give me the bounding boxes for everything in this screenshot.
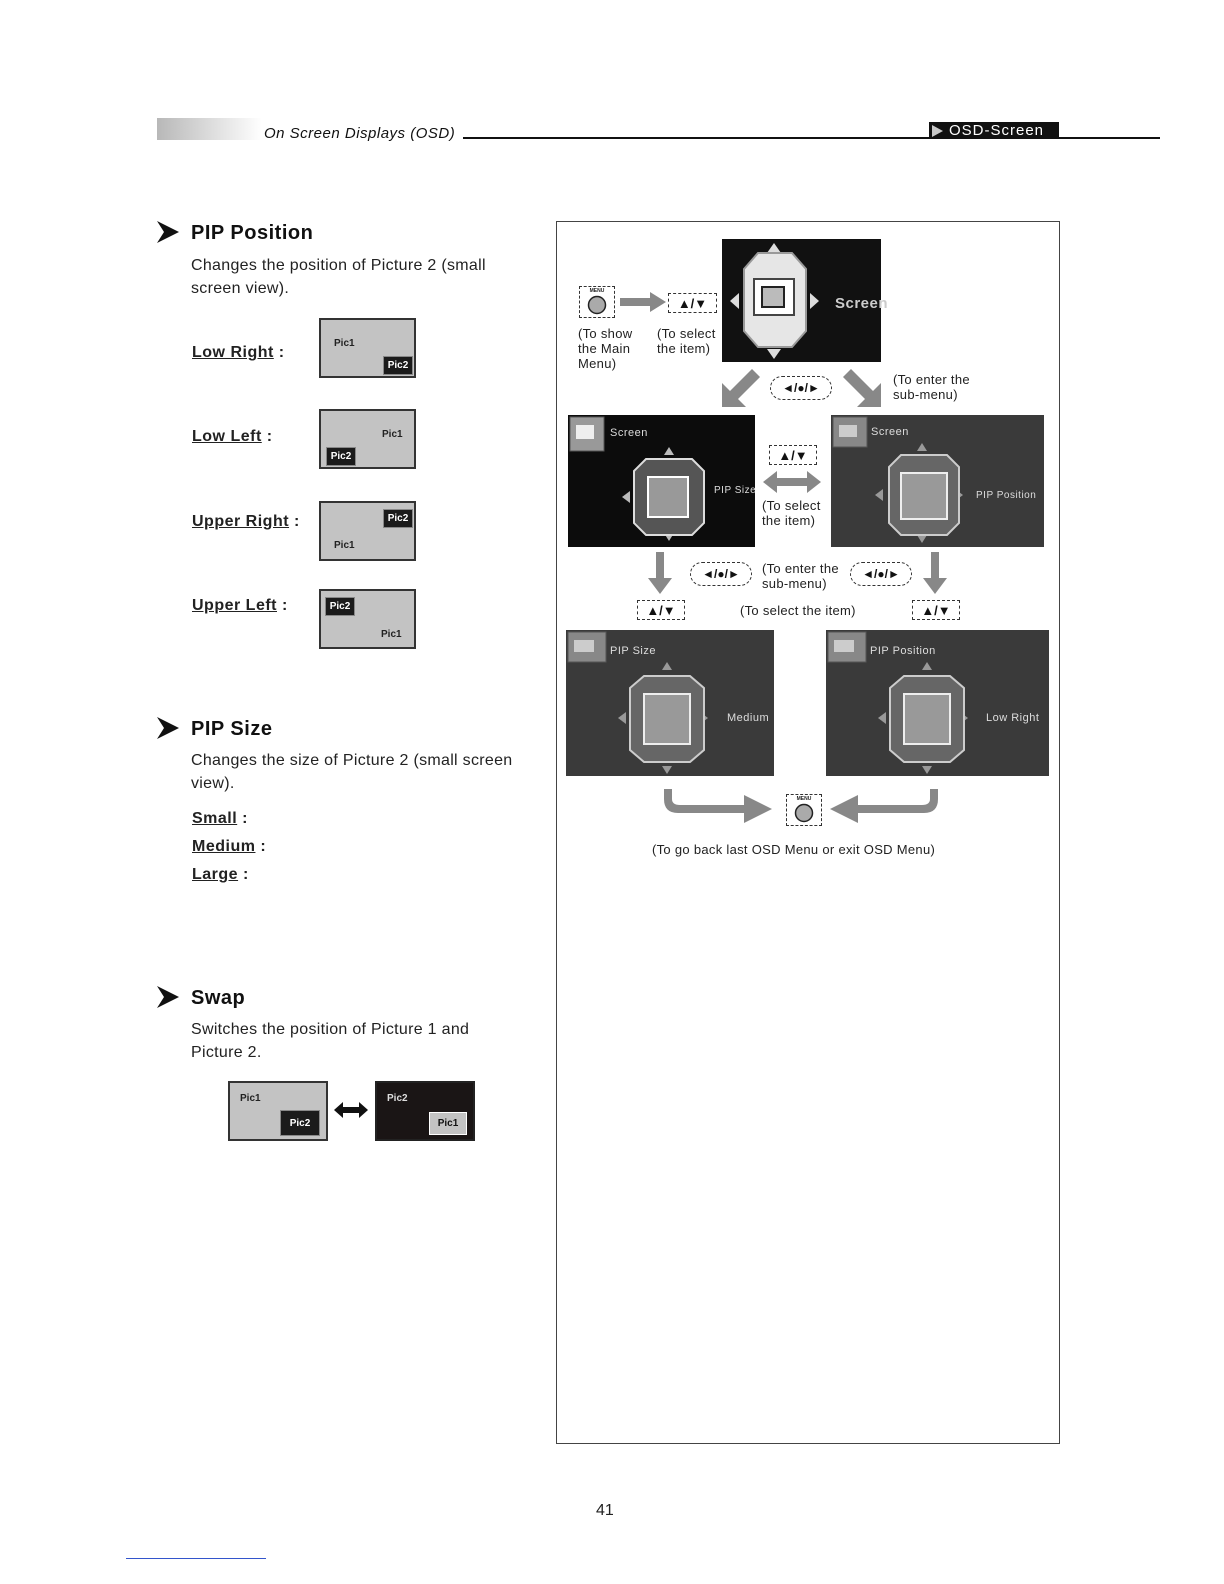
- play-triangle-icon: [932, 125, 943, 137]
- updown-key: [668, 293, 717, 313]
- menu-key-label: MENU: [589, 288, 605, 294]
- option-medium: Medium :: [192, 838, 267, 855]
- menu-key: [786, 794, 822, 826]
- option-upper-left: Upper Left :: [192, 597, 288, 614]
- osd-screen-submenu-pip-size: [568, 415, 755, 547]
- footer-link-line: [126, 1558, 266, 1559]
- round-button-icon: [587, 295, 607, 315]
- header-title: On Screen Displays (OSD): [264, 125, 456, 142]
- pic1-chip: Pic1: [429, 1112, 467, 1135]
- updown-key-label: ▲/▼: [646, 602, 676, 618]
- header-tab-label: OSD-Screen: [949, 122, 1045, 139]
- option-large: Large :: [192, 866, 249, 883]
- pip-diagram-low-left: [319, 409, 416, 469]
- swap-after-diagram: [375, 1081, 475, 1141]
- osd-value: Medium: [727, 712, 770, 724]
- header-section-tab: [929, 122, 1059, 139]
- leftright-key-label: ◄/●/►: [702, 567, 740, 581]
- option-low-right: Low Right :: [192, 344, 285, 361]
- osd-screen-submenu-pip-position: [831, 415, 1044, 547]
- section-title-pip-position: PIP Position: [191, 222, 314, 244]
- osd-item: PIP Size: [714, 485, 757, 496]
- updown-key-label: ▲/▼: [677, 295, 708, 311]
- pic1-label: Pic1: [334, 540, 355, 551]
- section-title-pip-size: PIP Size: [191, 718, 273, 740]
- header-gradient-bar: [157, 118, 262, 140]
- leftright-enter-key: [770, 376, 832, 400]
- pic2-chip: Pic2: [383, 356, 413, 375]
- osd-main-screen: [722, 239, 889, 362]
- menu-key: [579, 286, 615, 318]
- pic2-chip: Pic2: [280, 1110, 320, 1136]
- osd-screen-value-pip-position: [826, 630, 1049, 776]
- curved-arrow-right-icon: [664, 789, 772, 825]
- pic2-chip: Pic2: [326, 447, 356, 466]
- osd-main-label: Screen: [835, 295, 889, 312]
- section-title-swap: Swap: [191, 987, 246, 1009]
- osd-title: Screen: [871, 426, 909, 438]
- osd-value: Low Right: [986, 712, 1040, 724]
- osd-cube-icon: [831, 415, 1044, 547]
- pic2-chip: Pic2: [383, 509, 413, 528]
- pic2-label: Pic2: [387, 1093, 408, 1104]
- swap-before-diagram: [228, 1081, 328, 1141]
- updown-key: [637, 600, 685, 620]
- updown-key-label: ▲/▼: [921, 602, 951, 618]
- pip-diagram-low-right: [319, 318, 416, 378]
- osd-title: PIP Size: [610, 645, 656, 657]
- note-select-item-top: (To select the item): [657, 326, 716, 356]
- round-button-icon: [794, 803, 814, 823]
- double-arrow-icon: [763, 471, 821, 493]
- section-arrow-icon: [156, 716, 180, 740]
- note-select-item-mid: (To select the item): [762, 498, 821, 528]
- section-arrow-icon: [156, 985, 180, 1009]
- section-arrow-icon: [156, 220, 180, 244]
- osd-screen-value-pip-size: [566, 630, 774, 776]
- leftright-key-label: ◄/●/►: [862, 567, 900, 581]
- pic2-chip: Pic2: [325, 597, 355, 616]
- leftright-key-label: ◄/●/►: [782, 381, 820, 395]
- updown-key: [769, 445, 817, 465]
- section-desc-pip-position: Changes the position of Picture 2 (small screen view).: [191, 257, 486, 297]
- osd-item: PIP Position: [976, 490, 1037, 501]
- menu-key-label: MENU: [796, 796, 812, 802]
- page-number: 41: [596, 1502, 614, 1519]
- section-desc-pip-size: Changes the size of Picture 2 (small screen view).: [191, 752, 513, 792]
- note-enter-submenu-top: (To enter the sub-menu): [893, 372, 970, 402]
- arrow-down-right-icon: [843, 369, 881, 407]
- pic1-label: Pic1: [240, 1093, 261, 1104]
- leftright-enter-key: [850, 562, 912, 586]
- note-select-item-row: (To select the item): [740, 603, 856, 618]
- swap-double-arrow-icon: [334, 1100, 368, 1120]
- osd-cube-icon: [826, 630, 1049, 776]
- updown-key: [912, 600, 960, 620]
- note-enter-submenu-mid: (To enter the sub-menu): [762, 561, 839, 591]
- osd-title: Screen: [610, 427, 648, 439]
- option-small: Small :: [192, 810, 248, 827]
- arrow-down-icon: [923, 552, 947, 594]
- note-go-back: (To go back last OSD Menu or exit OSD Menu): [652, 842, 936, 857]
- arrow-down-left-icon: [722, 369, 760, 407]
- pic1-label: Pic1: [381, 629, 402, 640]
- pip-diagram-upper-left: [319, 589, 416, 649]
- osd-cube-icon: [566, 630, 774, 776]
- osd-navigation-diagram: [556, 221, 1060, 1444]
- arrow-right-icon: [620, 292, 666, 312]
- curved-arrow-left-icon: [830, 789, 938, 825]
- option-low-left: Low Left :: [192, 428, 273, 445]
- osd-cube-icon: [568, 415, 755, 547]
- osd-title: PIP Position: [870, 645, 936, 657]
- note-show-main-menu: (To show the Main Menu): [578, 326, 633, 371]
- arrow-down-icon: [648, 552, 672, 594]
- option-upper-right: Upper Right :: [192, 513, 300, 530]
- section-desc-swap: Switches the position of Picture 1 and Picture 2.: [191, 1021, 470, 1061]
- updown-key-label: ▲/▼: [778, 447, 808, 463]
- pic1-label: Pic1: [382, 429, 403, 440]
- leftright-enter-key: [690, 562, 752, 586]
- pic1-label: Pic1: [334, 338, 355, 349]
- pip-diagram-upper-right: [319, 501, 416, 561]
